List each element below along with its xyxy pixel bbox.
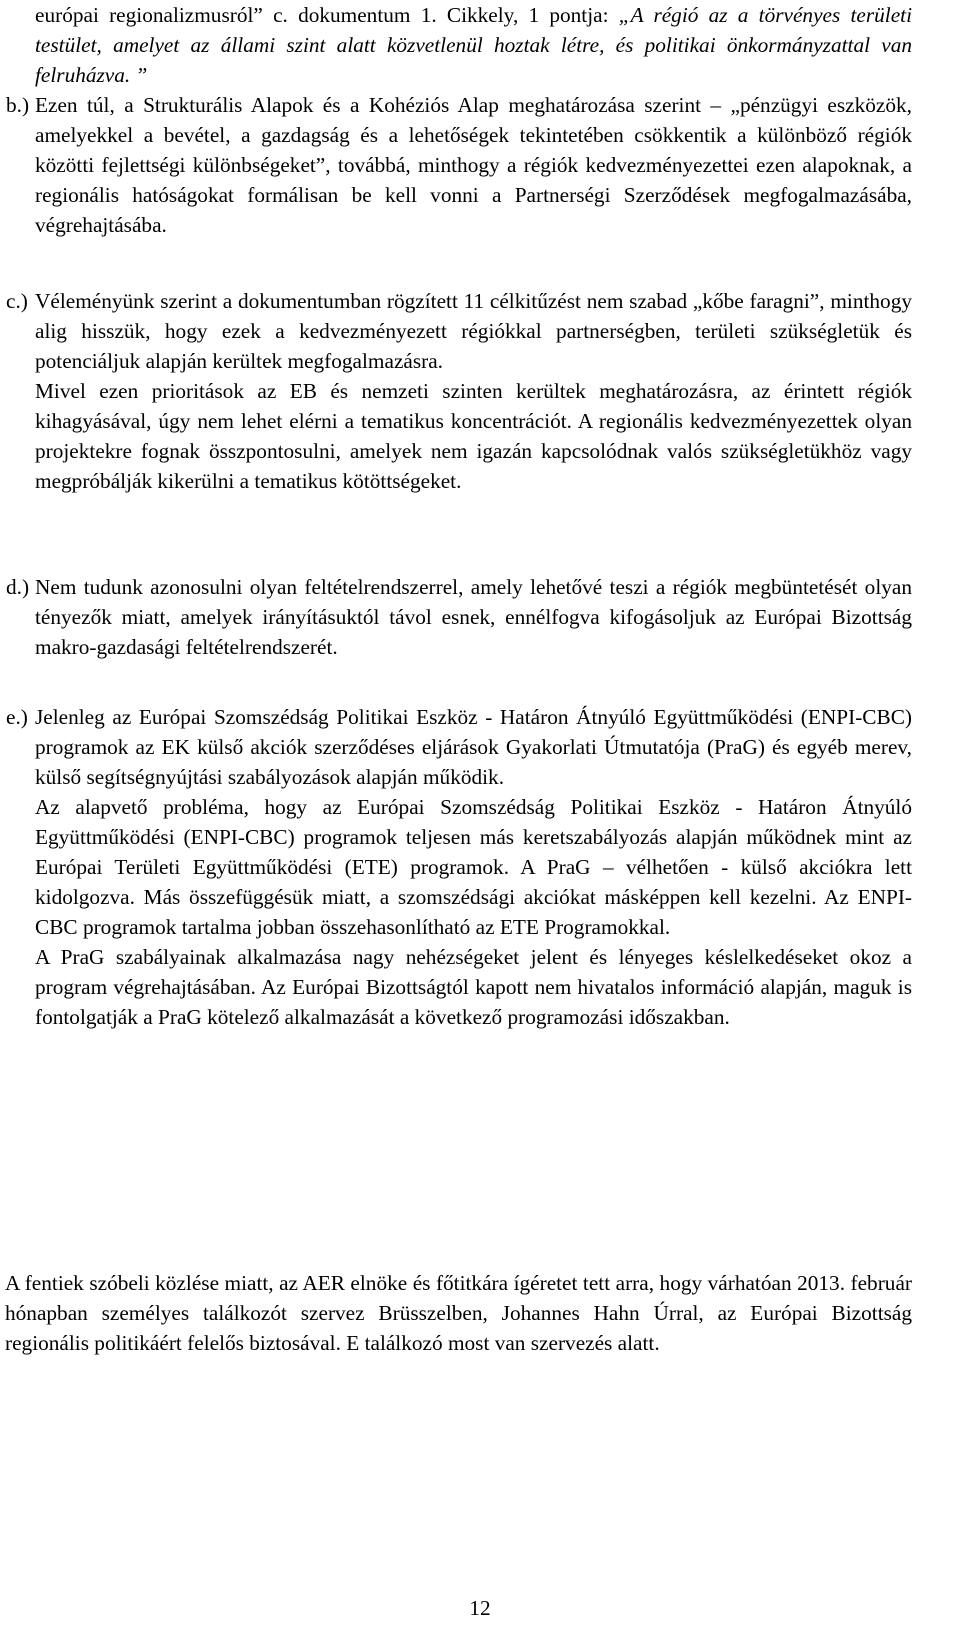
item-paragraph: Ezen túl, a Strukturális Alapok és a Kohéziós Alap meghatározása szerint – „pénzügyi eszközök, amelyekkel a bevétel, a gazdagság és a lehetőségek tekintetében csökkentik a különböző régiók közötti fejlettségi különbségeket”, továbbá, minthogy a régiók kedvezményezettei ezen alapoknak, a regionális hatóságokat formálisan be kell vonni a Partnerségi Szerződések megfogalmazásába, végrehajtásába.: [35, 93, 912, 237]
page-number: 12: [469, 1596, 491, 1620]
item-label: e.): [6, 705, 28, 729]
item-label: b.): [6, 93, 30, 117]
item-paragraph: Jelenleg az Európai Szomszédság Politikai Eszköz - Határon Átnyúló Együttműködési (ENPI-CBC) programok az EK külső akciók szerződéses eljárások Gyakorlati Útmutatója (PraG) és egyéb merev, külső segítségnyújtási szabályozások alapján működik.: [35, 705, 912, 789]
item-paragraph: A PraG szabályainak alkalmazása nagy nehézségeket jelent és lényeges késlelkedéseket okoz a program végrehajtásában. Az Európai Bizottságtól kapott nem hivatalos információ alapján, maguk is fontolgatják a PraG kötelező alkalmazását a következő programozási időszakban.: [35, 945, 912, 1029]
item-paragraph: Véleményünk szerint a dokumentumban rögzített 11 célkitűzést nem szabad „kőbe faragni”, minthogy alig hisszük, hogy ezek a kedvezményezett régiókkal partnerségben, területi szükségletük és potenciáljuk alapján kerültek megfogalmazásra.: [35, 289, 912, 373]
list-item-d: [6, 572, 912, 662]
item-paragraph: Nem tudunk azonosulni olyan feltételrendszerrel, amely lehetővé teszi a régiók megbüntetését olyan tényezők miatt, amelyek irányításuktól távol esnek, ennélfogva kifogásoljuk az Európai Bizottság makro-gazdasági feltételrendszerét.: [35, 575, 912, 659]
item-paragraph: Az alapvető probléma, hogy az Európai Szomszédság Politikai Eszköz - Határon Átnyúló Együttműködési (ENPI-CBC) programok teljesen más keretszabályozás alapján működnek mint az Európai Területi Együttműködési (ETE) programok. A PraG – vélhetően - külső akciókra lett kidolgozva. Más összefüggésük miatt, a szomszédsági akciókat másképpen kell kezelni. Az ENPI-CBC programok tartalma jobban összehasonlítható az ETE Programokkal.: [35, 795, 912, 939]
item-label: d.): [6, 575, 30, 599]
intro-quote: „A régió az a törvényes területi testület, amelyet az állami szint alatt közvetlenül hoztak létre, és politikai önkormányzattal van felruházva. ”: [35, 3, 912, 87]
item-paragraph: Mivel ezen prioritások az EB és nemzeti szinten kerültek meghatározásra, az érintett régiók kihagyásával, úgy nem lehet elérni a tematikus koncentrációt. A regionális kedvezményezettek olyan projektekre fognak összpontosulni, amelyek nem igazán kapcsolódnak valós szükségletükhöz vagy megpróbálják kikerülni a tematikus kötöttségeket.: [35, 379, 912, 493]
list-item-e: [6, 702, 912, 1032]
list-item-b: [6, 90, 912, 240]
intro-paragraph: [35, 0, 912, 90]
closing-paragraph: A fentiek szóbeli közlése miatt, az AER elnöke és főtitkára ígéretet tett arra, hogy várhatóan 2013. február hónapban személyes találkozót szervez Brüsszelben, Johannes Hahn Úrral, az Európai Bizottság regionális politikáért felelős biztosával. E találkozó most van szervezés alatt.: [5, 1271, 912, 1355]
list-item-c: [6, 286, 912, 496]
intro-text: európai regionalizmusról” c. dokumentum 1. Cikkely, 1 pontja:: [35, 3, 619, 27]
item-label: c.): [6, 289, 28, 313]
